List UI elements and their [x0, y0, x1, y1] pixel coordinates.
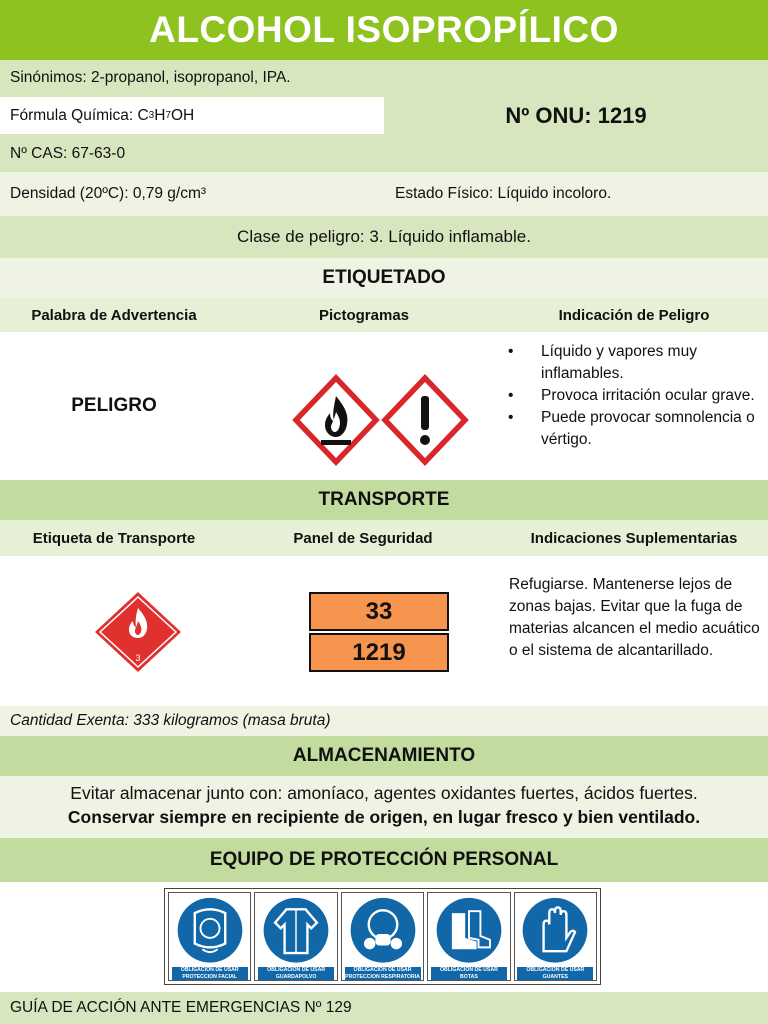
- supplementary-instructions: Refugiarse. Mantenerse lejos de zonas bajas. Evitar que la fuga de materias alcancen el medio acuático o el sistema de alcantarillado.: [509, 576, 760, 659]
- formula-text: Fórmula Química: C 3 H 7 OH: [0, 97, 384, 134]
- exempt-quantity: Cantidad Exenta: 333 kilogramos (masa bruta): [0, 706, 768, 736]
- ppe-section-title: EQUIPO DE PROTECCIÓN PERSONAL: [0, 838, 768, 882]
- storage-section-title: ALMACENAMIENTO: [0, 736, 768, 776]
- emergency-guide-footer: GUÍA DE ACCIÓN ANTE EMERGENCIAS Nº 129: [0, 992, 768, 1024]
- coverall-icon: [260, 896, 332, 965]
- un-number: Nº ONU: 1219: [505, 103, 647, 128]
- cas-row: [0, 136, 768, 172]
- col-hazard-statement: Indicación de Peligro: [558, 306, 710, 324]
- cas-text: Nº CAS: 67-63-0: [10, 145, 126, 162]
- ppe-strip: [164, 888, 601, 985]
- hazard-statement: • Puede provocar somnolencia o vértigo.: [508, 407, 763, 451]
- ppe-item-gloves: [514, 892, 597, 981]
- gloves-icon: [519, 896, 591, 965]
- col-transport-label: Etiqueta de Transporte: [32, 529, 196, 547]
- page-title: ALCOHOL ISOPROPÍLICO: [0, 0, 768, 60]
- labeling-section-title: ETIQUETADO: [0, 258, 768, 298]
- face-shield-icon: [174, 896, 246, 965]
- flame-icon: [296, 378, 376, 462]
- ppe-item-respirator: [341, 892, 424, 981]
- density-text: Densidad (20ºC): 0,79 g/cm³: [10, 185, 207, 202]
- ppe-item-coverall: [254, 892, 337, 981]
- ppe-caption: OBLIGACION DE USAR PROTECCION RESPIRATORIA: [345, 967, 420, 980]
- physical-state-text: Estado Físico: Líquido incoloro.: [395, 185, 612, 202]
- storage-body: [0, 776, 768, 838]
- synonyms-row: [0, 60, 768, 96]
- hazard-statement: • Líquido y vapores muy inflamables.: [508, 341, 763, 385]
- density-row: [0, 172, 768, 216]
- hazard-statement-list: [508, 341, 763, 451]
- transport-section-title: TRANSPORTE: [0, 480, 768, 520]
- storage-incompatibilities: Evitar almacenar junto con: amoníaco, agentes oxidantes fuertes, ácidos fuertes.: [70, 783, 698, 803]
- safety-panel-un-number: 1219: [309, 633, 449, 672]
- exclamation-icon: [385, 378, 465, 462]
- hazard-statement: • Provoca irritación ocular grave.: [508, 385, 763, 407]
- labeling-body: [0, 332, 768, 480]
- ppe-item-boots: [427, 892, 510, 981]
- signal-word: PELIGRO: [71, 395, 157, 416]
- transport-column-headers: [0, 520, 768, 556]
- ppe-caption: OBLIGACION DE USAR BOTAS: [431, 967, 507, 981]
- safety-panel-hazard-code: 33: [309, 592, 449, 631]
- ppe-caption: OBLIGACION DE USAR GUANTES: [517, 967, 593, 981]
- ghs-pictograms: [292, 374, 470, 466]
- synonyms-text: Sinónimos: 2-propanol, isopropanol, IPA.: [10, 69, 291, 86]
- col-pictograms: Pictogramas: [318, 306, 410, 324]
- class3-transport-label: [93, 590, 183, 674]
- ppe-item-face-shield: [168, 892, 251, 981]
- transport-class-number: 3: [135, 653, 141, 663]
- storage-conditions: Conservar siempre en recipiente de origen, en lugar fresco y bien ventilado.: [67, 807, 701, 827]
- ppe-caption: OBLIGACION DE USAR GUARDAPOLVO: [258, 967, 334, 981]
- labeling-column-headers: [0, 298, 768, 332]
- ppe-caption: OBLIGACION DE USAR PROTECCION FACIAL: [172, 967, 248, 981]
- boots-icon: [433, 896, 505, 965]
- col-signal-word: Palabra de Advertencia: [31, 306, 197, 324]
- col-supplementary: Indicaciones Suplementarias: [530, 529, 738, 547]
- col-safety-panel: Panel de Seguridad: [293, 529, 433, 547]
- hazard-class: Clase de peligro: 3. Líquido inflamable.: [0, 216, 768, 258]
- respirator-icon: [347, 896, 419, 965]
